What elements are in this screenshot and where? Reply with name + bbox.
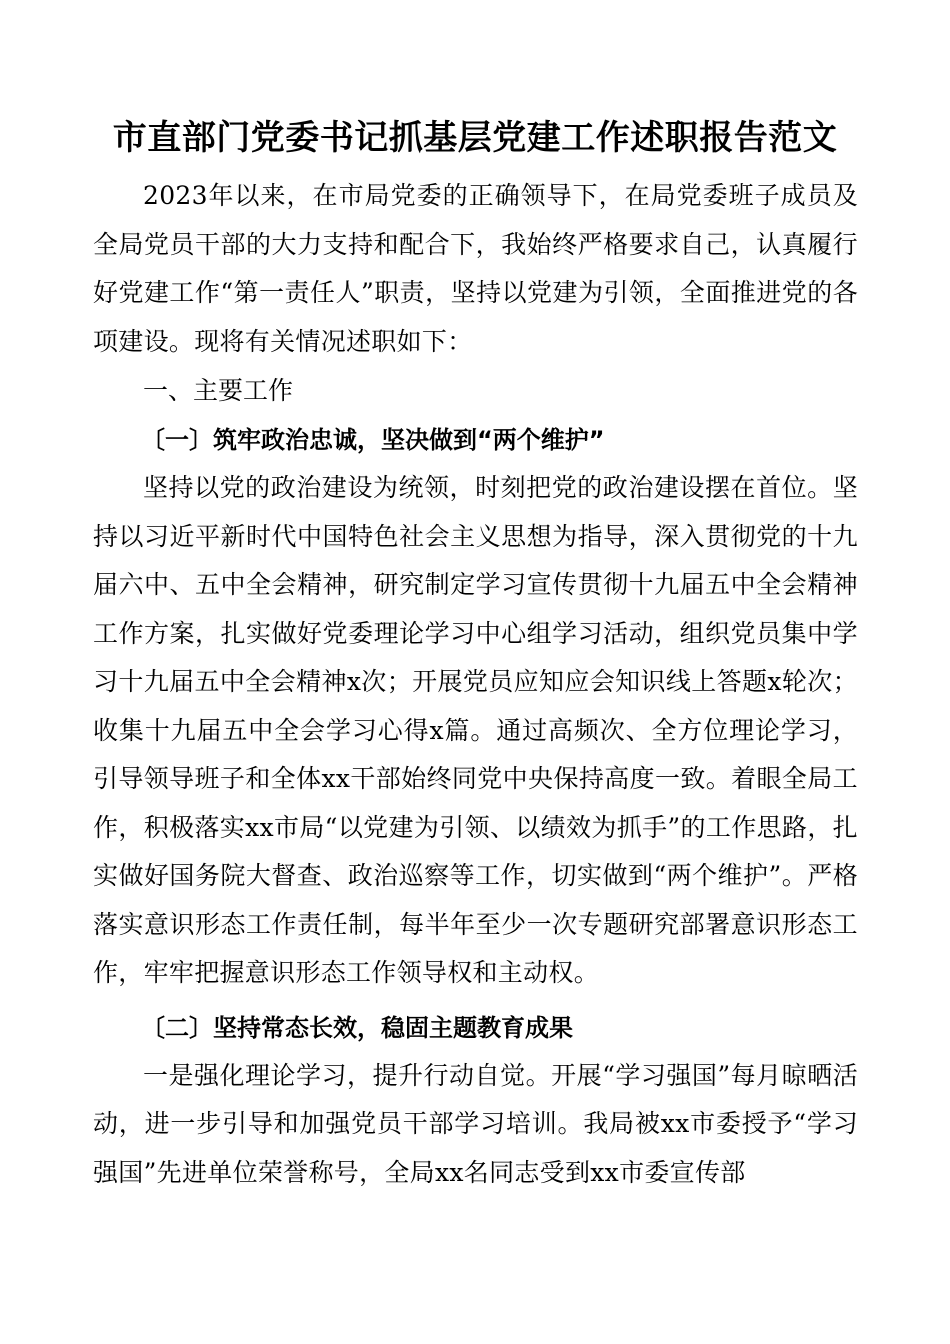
section-heading-main-work: 一、主要工作 [143, 376, 294, 405]
subsection-heading-2: 〔二〕坚持常态长效，稳固主题教育成果 [141, 1013, 573, 1042]
subsection-heading-1: 〔一〕筑牢政治忠诚，坚决做到“两个维护” [141, 426, 605, 454]
subsection-1-paragraph: 坚持以党的政治建设为统领，时刻把党的政治建设摆在首位。坚持以习近平新时代中国特色社会主义思想为指导，深入贯彻党的十九届六中、五中全会精神，研究制定学习宣传贯彻十九届五中全会精神工作方案，扎实做好党委理论学习中心组学习活动，组织党员集中学习十九届五中全会精神x次；开展党员应知应会知识线上答题x轮次；收集十九届五中全会学习心得x篇。通过高频次、全方位理论学习，引导领导班子和全体xx干部始终同党中央保持高度一致。着眼全局工作，积极落实xx市局“以党建为引领、以绩效为抓手”的工作思路，扎实做好国务院大督查、政治巡察等工作，切实做到“两个维护”。严格落实意识形态工作责任制，每半年至少一次专题研究部署意识形态工作，牢牢把握意识形态工作领导权和主动权。 [93, 473, 858, 987]
document-body [93, 172, 858, 1197]
intro-paragraph: 2023年以来，在市局党委的正确领导下，在局党委班子成员及全局党员干部的大力支持和配合下，我始终严格要求自己，认真履行好党建工作“第一责任人”职责，坚持以党建为引领，全面推进党的各项建设。现将有关情况述职如下： [93, 181, 858, 356]
subsection-2-paragraph: 一是强化理论学习，提升行动自觉。开展“学习强国”每月晾晒活动，进一步引导和加强党员干部学习培训。我局被xx市委授予“学习强国”先进单位荣誉称号，全局xx名同志受到xx市委宣传部 [93, 1060, 858, 1187]
document-title: 市直部门党委书记抓基层党建工作述职报告范文 [112, 118, 838, 158]
